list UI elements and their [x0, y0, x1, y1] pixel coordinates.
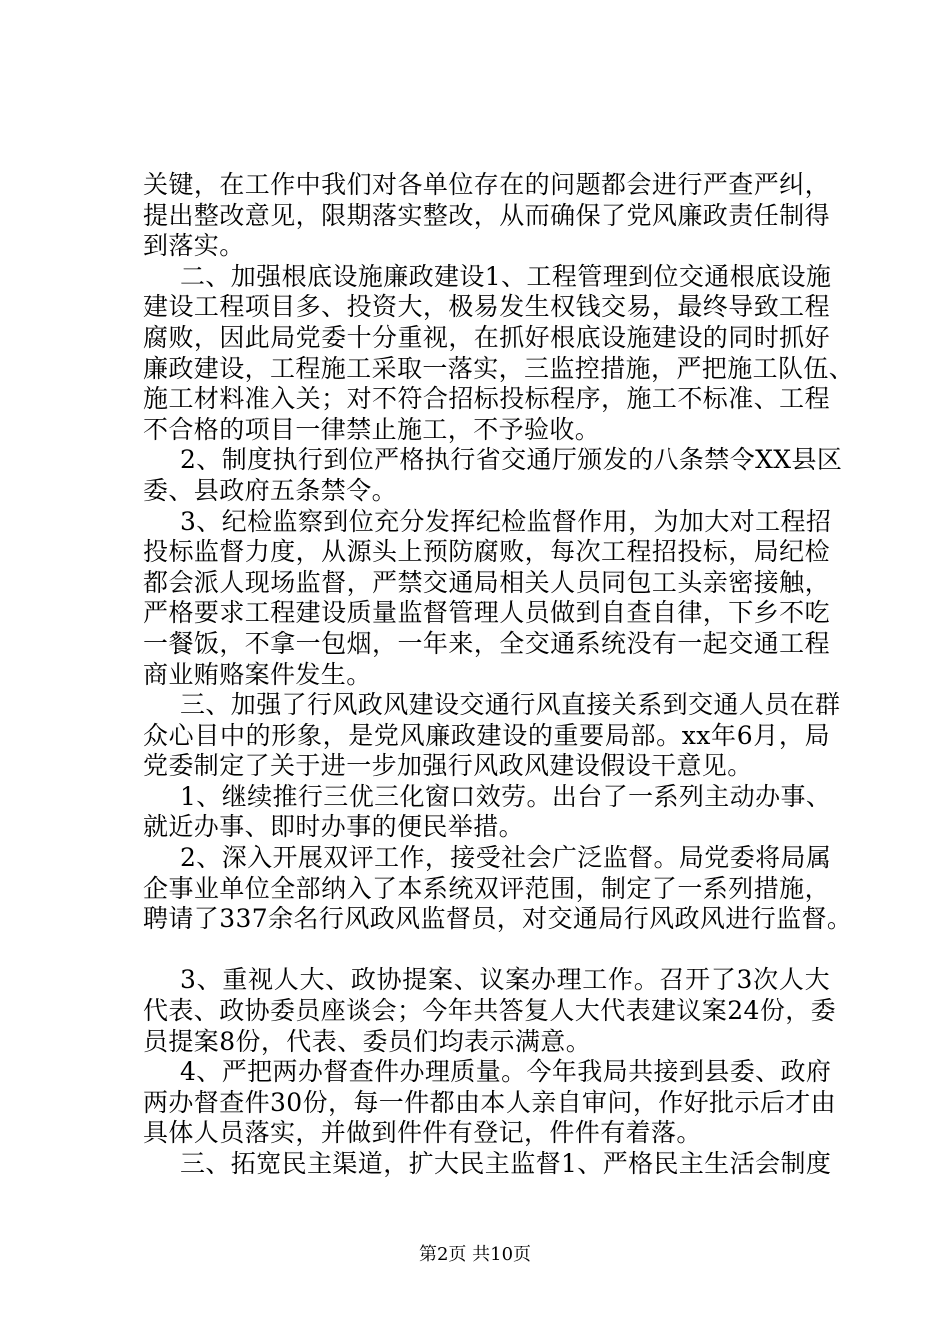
paragraph: [143, 261, 855, 446]
paragraph: [143, 170, 830, 262]
text-line: 施工材料准入关；对不符合招标投标程序，施工不标准、工程: [143, 384, 830, 414]
text-line: 1、继续推行三优三化窗口效劳。出台了一系列主动办事、: [180, 781, 832, 811]
text-line: 二、加强根底设施廉政建设1、工程管理到位交通根底设施: [180, 261, 832, 291]
text-line: 企事业单位全部纳入了本系统双评范围，制定了一系列措施，: [143, 873, 830, 903]
text-line: 2、深入开展双评工作，接受社会广泛监督。局党委将局属: [180, 843, 832, 873]
paragraph: [143, 445, 843, 506]
text-line: 两办督查件30份，每一件都由本人亲自审问，作好批示后才由: [143, 1087, 837, 1117]
text-line: 提出整改意见，限期落实整改，从而确保了党风廉政责任制得: [143, 200, 830, 230]
text-line: 腐败，因此局党委十分重视，在抓好根底设施建设的同时抓好: [143, 322, 830, 352]
text-line: 党委制定了关于进一步加强行风政风建设假设干意见。: [143, 751, 753, 781]
text-line: 商业贿赂案件发生。: [143, 659, 372, 689]
document-body: [143, 170, 855, 1180]
paragraph: [143, 782, 830, 843]
paragraph: [143, 843, 853, 935]
text-line: 廉政建设，工程施工采取一落实，三监控措施，严把施工队伍、: [143, 353, 855, 383]
paragraph: [143, 1057, 837, 1149]
text-line: 三、拓宽民主渠道，扩大民主监督1、严格民主生活会制度: [180, 1149, 832, 1178]
text-line: 建设工程项目多、投资大，极易发生权钱交易，最终导致工程: [143, 292, 830, 322]
text-line: 代表、政协委员座谈会；今年共答复人大代表建议案24份，委: [143, 996, 837, 1026]
text-line: 都会派人现场监督，严禁交通局相关人员同包工头亲密接触，: [143, 567, 830, 597]
text-line: 3、纪检监察到位充分发挥纪检监督作用，为加大对工程招: [180, 506, 832, 536]
paragraph: [143, 690, 841, 782]
paragraph: [143, 507, 830, 691]
paragraph: [143, 1149, 830, 1180]
text-line: 具体人员落实，并做到件件有登记，件件有着落。: [143, 1118, 702, 1148]
text-line: 聘请了337余名行风政风监督员，对交通局行风政风进行监督。: [143, 904, 853, 934]
text-line: 到落实。: [143, 231, 245, 261]
text-line: 一餐饭，不拿一包烟，一年来，全交通系统没有一起交通工程: [143, 628, 830, 658]
text-line: 投标监督力度，从源头上预防腐败，每次工程招投标，局纪检: [143, 537, 830, 567]
text-line: 员提案8份，代表、委员们均表示满意。: [143, 1026, 592, 1056]
text-line: 众心目中的形象，是党风廉政建设的重要局部。xx年6月，局: [143, 720, 830, 750]
text-line: 3、重视人大、政协提案、议案办理工作。召开了3次人大: [180, 965, 830, 995]
text-line: 严格要求工程建设质量监督管理人员做到自查自律，下乡不吃: [143, 598, 830, 628]
page-number-footer: 第2页 共10页: [418, 1244, 532, 1265]
text-line: 三、加强了行风政风建设交通行风直接关系到交通人员在群: [180, 690, 841, 720]
text-line: 关键，在工作中我们对各单位存在的问题都会进行严查严纠，: [143, 170, 830, 199]
text-line: 委、县政府五条禁令。: [143, 475, 398, 505]
text-line: 2、制度执行到位严格执行省交通厅颁发的八条禁令XX县区: [180, 445, 843, 475]
text-line: 4、严把两办督查件办理质量。今年我局共接到县委、政府: [180, 1057, 832, 1087]
paragraph: [143, 965, 837, 1057]
text-line: 就近办事、即时办事的便民举措。: [143, 812, 525, 842]
text-line: 不合格的项目一律禁止施工，不予验收。: [143, 414, 601, 444]
